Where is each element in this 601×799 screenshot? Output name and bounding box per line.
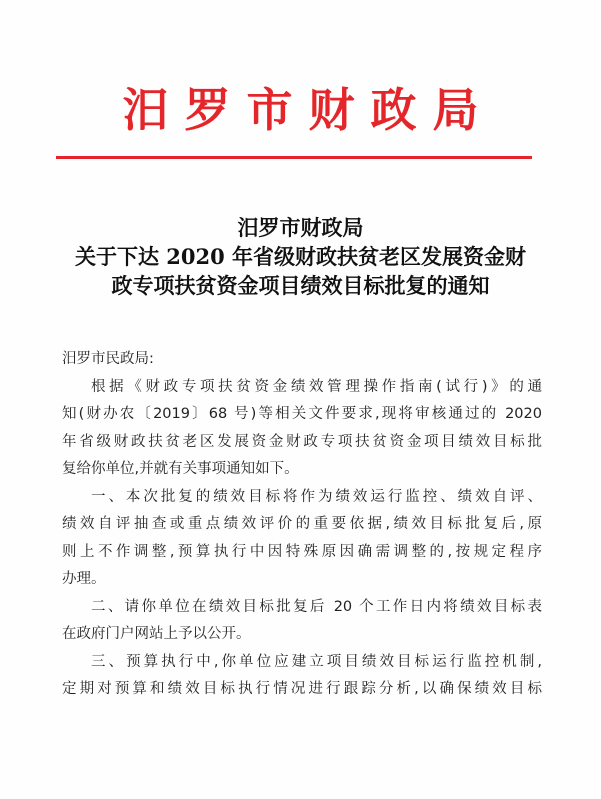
paragraph-item-1-line: 绩效自评抽查或重点绩效评价的重要依据,绩效目标批复后,原 [62,516,542,532]
paragraph-basis-line: 根据《财政专项扶贫资金绩效管理操作指南(试行)》的通 [91,378,542,395]
letterhead-red-rule [56,156,532,159]
letterhead-org-name: 汨罗市财政局 [122,83,495,137]
title-line-issuer: 汨罗市财政局 [237,215,364,240]
paragraph-basis-line: 年省级财政扶贫老区发展资金财政专项扶贫资金项目绩效目标批 [62,433,542,450]
paragraph-item-3-line: 定期对预算和绩效目标执行情况进行跟踪分析,以确保绩效目标 [62,681,542,697]
title-line-subject-2: 政专项扶贫资金项目绩效目标批复的通知 [111,273,490,298]
title-line-subject-1: 关于下达 2020 年省级财政扶贫老区发展资金财 [74,244,527,269]
notice-body [62,346,542,704]
recipient-line: 汨罗市民政局: [62,351,154,367]
paragraph-basis-line: 知(财办农〔2019〕68 号)等相关文件要求,现将审核通过的 2020 [62,406,542,422]
paragraph-basis-line: 复给你单位,并就有关事项通知如下。 [62,461,299,477]
paragraph-item-3-line: 三、预算执行中,你单位应建立项目绩效目标运行监控机制, [91,653,542,670]
paragraph-item-2-line: 二、请你单位在绩效目标批复后 20 个工作日内将绩效目标表 [91,598,542,615]
paragraph-item-2-line: 在政府门户网站上予以公开。 [62,626,251,642]
paragraph-item-1-line: 一、本次批复的绩效目标将作为绩效运行监控、绩效自评、 [91,488,542,505]
paragraph-item-1-line: 则上不作调整,预算执行中因特殊原因确需调整的,按规定程序 [62,543,542,560]
notice-title [30,213,571,300]
paragraph-item-1-line: 办理。 [62,571,106,587]
